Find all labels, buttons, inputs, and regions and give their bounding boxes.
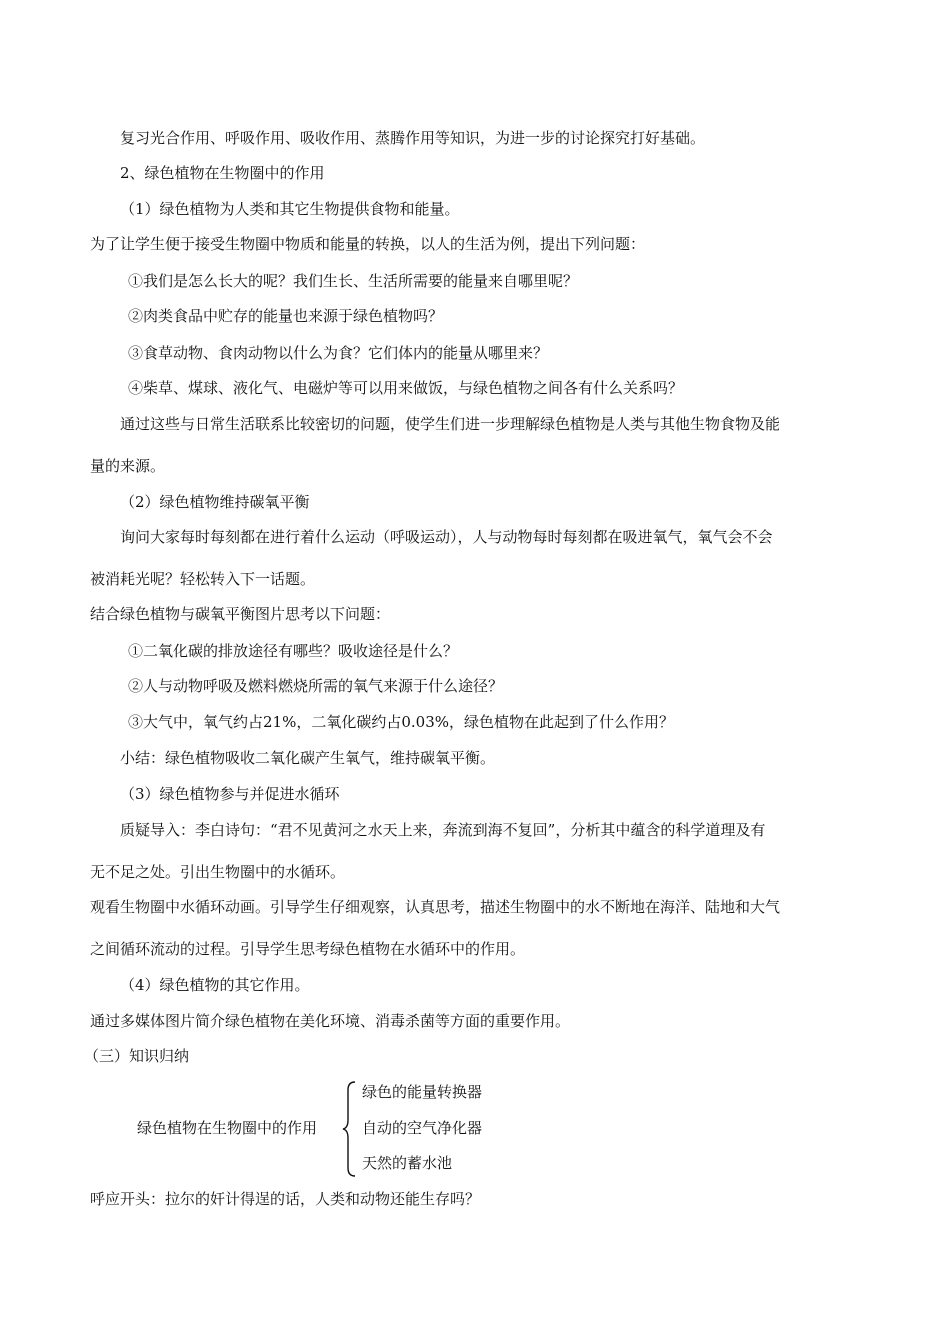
question-item: ②肉类食品中贮存的能量也来源于绿色植物吗？ bbox=[128, 307, 444, 325]
question-item: ②人与动物呼吸及燃料燃烧所需的氧气来源于什么途径？ bbox=[128, 677, 504, 695]
summary-item: 天然的蓄水池 bbox=[362, 1154, 453, 1172]
paragraph-line: 为了让学生便于接受生物圈中物质和能量的转换，以人的生活为例，提出下列问题： bbox=[90, 235, 646, 253]
question-item: ③食草动物、食肉动物以什么为食？它们体内的能量从哪里来？ bbox=[128, 344, 549, 362]
paragraph-line: 通过这些与日常生活联系比较密切的问题，使学生们进一步理解绿色植物是人类与其他生物食物及能 bbox=[120, 415, 781, 433]
question-item: ③大气中，氧气约占21%，二氧化碳约占0.03%，绿色植物在此起到了什么作用？ bbox=[128, 713, 674, 731]
paragraph-line: 结合绿色植物与碳氧平衡图片思考以下问题： bbox=[90, 605, 391, 623]
summary-label: 绿色植物在生物圈中的作用 bbox=[137, 1119, 318, 1137]
question-item: ④柴草、煤球、液化气、电磁炉等可以用来做饭，与绿色植物之间各有什么关系吗？ bbox=[128, 379, 684, 397]
subsection-heading: （2）绿色植物维持碳氧平衡 bbox=[120, 493, 310, 511]
paragraph-line: 量的来源。 bbox=[90, 457, 166, 475]
closing-line: 呼应开头：拉尔的奸计得逞的话，人类和动物还能生存吗？ bbox=[90, 1190, 481, 1208]
paragraph-line: 询问大家每时每刻都在进行着什么运动（呼吸运动），人与动物每时每刻都在吸进氧气，氧气会不会 bbox=[120, 528, 773, 546]
paragraph-line: 之间循环流动的过程。引导学生思考绿色植物在水循环中的作用。 bbox=[90, 940, 526, 958]
paragraph-line: 通过多媒体图片简介绿色植物在美化环境、消毒杀菌等方面的重要作用。 bbox=[90, 1012, 571, 1030]
subsection-heading: （3）绿色植物参与并促进水循环 bbox=[120, 785, 340, 803]
subsection-heading: （4）绿色植物的其它作用。 bbox=[120, 976, 310, 994]
paragraph-line: 小结：绿色植物吸收二氧化碳产生氧气，维持碳氧平衡。 bbox=[120, 749, 496, 767]
curly-brace-icon bbox=[341, 1080, 357, 1178]
subsection-heading: （1）绿色植物为人类和其它生物提供食物和能量。 bbox=[120, 200, 460, 218]
question-item: ①二氧化碳的排放途径有哪些？吸收途径是什么？ bbox=[128, 642, 459, 660]
paragraph-line: 无不足之处。引出生物圈中的水循环。 bbox=[90, 863, 346, 881]
paragraph-line: 被消耗光呢？轻松转入下一话题。 bbox=[90, 570, 316, 588]
paragraph-line: 质疑导入：李白诗句：“君不见黄河之水天上来，奔流到海不复回”，分析其中蕴含的科学道理及有 bbox=[120, 821, 766, 839]
paragraph-line: 观看生物圈中水循环动画。引导学生仔细观察，认真思考，描述生物圈中的水不断地在海洋、陆地和大气 bbox=[90, 898, 781, 916]
question-item: ①我们是怎么长大的呢？我们生长、生活所需要的能量来自哪里呢？ bbox=[128, 272, 579, 290]
summary-item: 自动的空气净化器 bbox=[362, 1119, 483, 1137]
section-heading: （三）知识归纳 bbox=[84, 1047, 190, 1065]
paragraph-line: 复习光合作用、呼吸作用、吸收作用、蒸腾作用等知识，为进一步的讨论探究打好基础。 bbox=[120, 129, 706, 147]
section-heading: 2、绿色植物在生物圈中的作用 bbox=[120, 164, 325, 182]
summary-item: 绿色的能量转换器 bbox=[362, 1083, 483, 1101]
